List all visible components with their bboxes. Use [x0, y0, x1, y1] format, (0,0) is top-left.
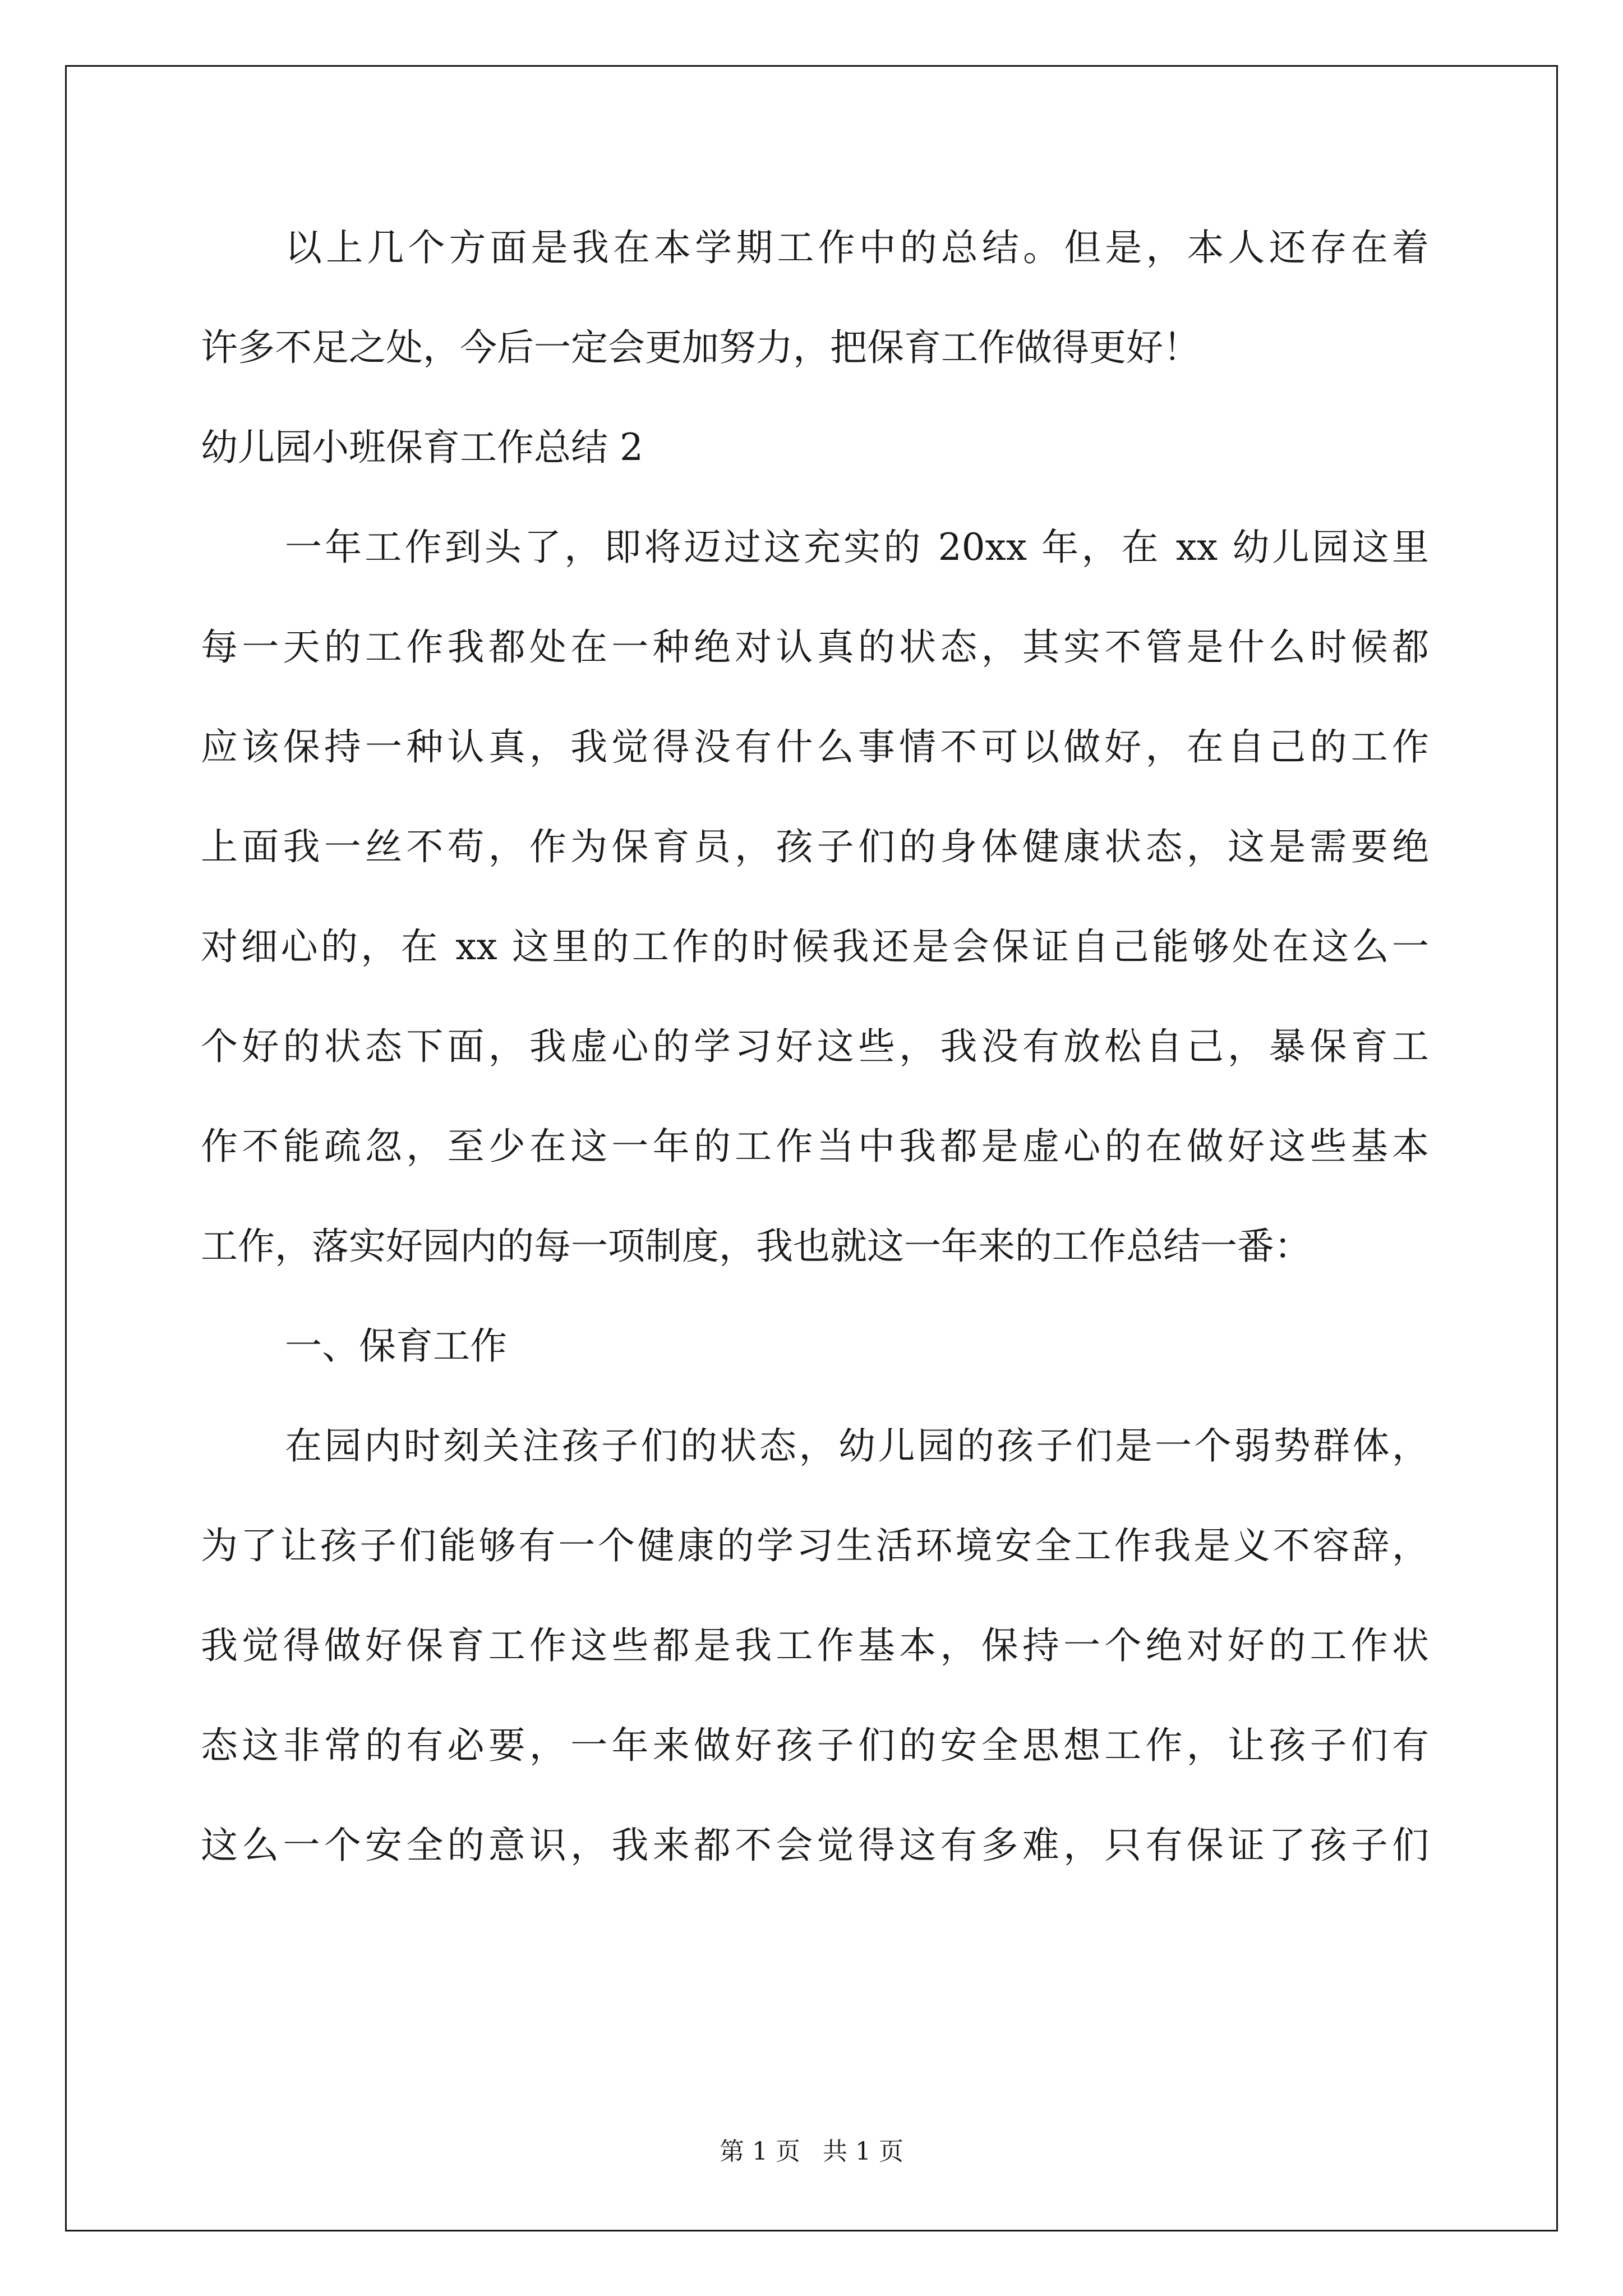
paragraph-line: 工作，落实好园内的每一项制度，我也就这一年来的工作总结一番：: [201, 1225, 1311, 1268]
page-footer: [0, 2136, 1623, 2168]
subsection-heading: 一、保育工作: [285, 1324, 507, 1368]
paragraph-line: 应该保持一种认真，我觉得没有什么事情不可以做好，在自己的工作: [201, 725, 1429, 769]
paragraph-line: 这么一个安全的意识，我来都不会觉得这有多难，只有保证了孩子们: [201, 1824, 1429, 1867]
paragraph-line: 作不能疏忽，至少在这一年的工作当中我都是虚心的在做好这些基本: [201, 1125, 1429, 1168]
paragraph-line: 个好的状态下面，我虚心的学习好这些，我没有放松自己，暴保育工: [201, 1025, 1429, 1068]
paragraph-line: 为了让孩子们能够有一个健康的学习生活环境安全工作我是义不容辞，: [201, 1524, 1429, 1567]
paragraph-line: 上面我一丝不苟，作为保育员，孩子们的身体健康状态，这是需要绝: [201, 825, 1429, 868]
paragraph-line: 我觉得做好保育工作这些都是我工作基本，保持一个绝对好的工作状: [201, 1624, 1429, 1667]
section-title: 幼儿园小班保育工作总结 2: [201, 426, 643, 469]
paragraph-line: 在园内时刻关注孩子们的状态，幼儿园的孩子们是一个弱势群体，: [285, 1424, 1429, 1467]
paragraph-line: 以上几个方面是我在本学期工作中的总结。但是，本人还存在着: [285, 226, 1429, 269]
paragraph-line: 态这非常的有必要，一年来做好孩子们的安全思想工作，让孩子们有: [201, 1724, 1429, 1767]
paragraph-line: 对细心的，在 xx 这里的工作的时候我还是会保证自己能够处在这么一: [201, 925, 1429, 968]
paragraph-line: 每一天的工作我都处在一种绝对认真的状态，其实不管是什么时候都: [201, 625, 1429, 669]
page-total: 共 1 页: [823, 2137, 903, 2166]
page-number: 第 1 页: [720, 2137, 800, 2166]
paragraph-line: 许多不足之处，今后一定会更加努力，把保育工作做得更好！: [201, 326, 1200, 369]
paragraph-line: 一年工作到头了，即将迈过这充实的 20xx 年，在 xx 幼儿园这里: [285, 526, 1429, 569]
